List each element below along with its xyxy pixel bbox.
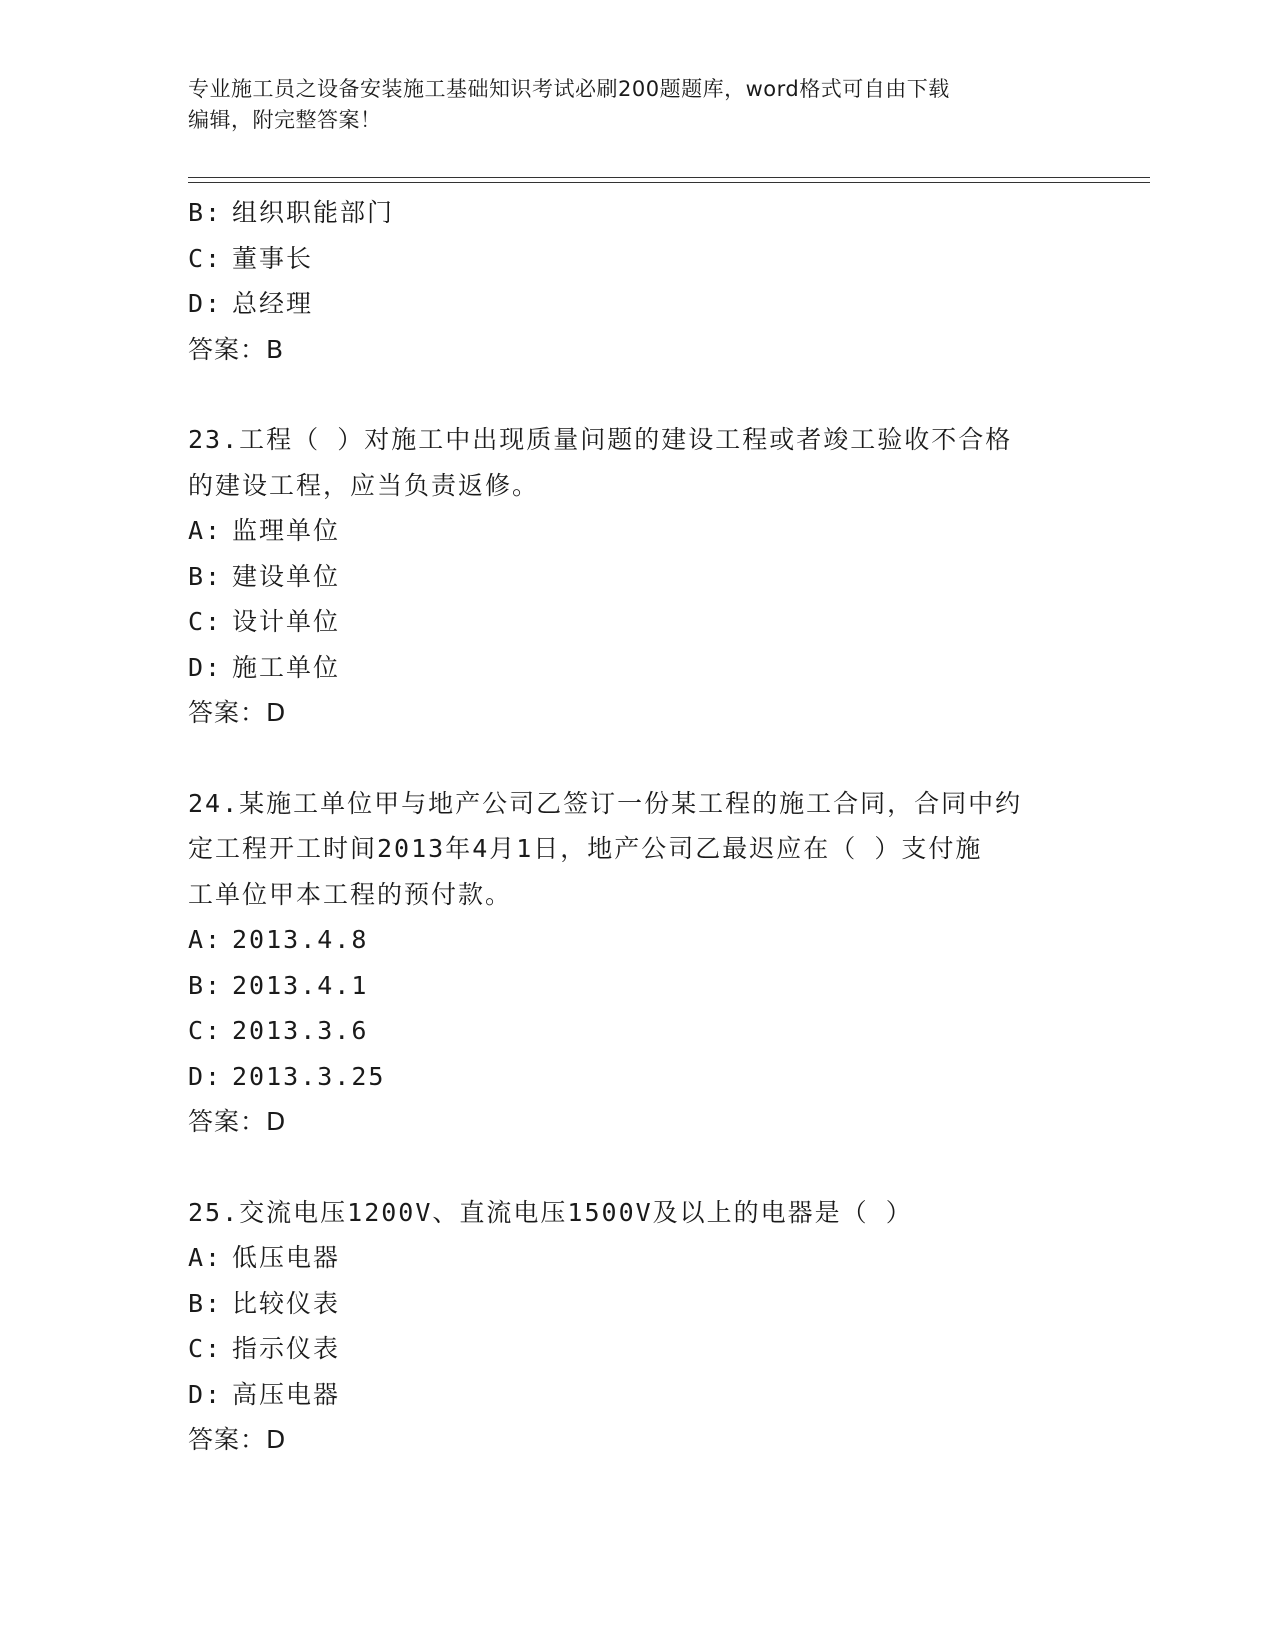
- header-line-2: 编辑，附完整答案！: [188, 108, 382, 132]
- header-divider-bottom: [188, 182, 1150, 183]
- answer-line: 答案：B: [188, 334, 285, 364]
- option-a: A: 监理单位: [188, 516, 341, 545]
- header-divider-top: [188, 177, 1150, 178]
- question-stem-line: 的建设工程，应当负责返修。: [188, 470, 540, 500]
- option-c: C: 董事长: [188, 243, 314, 273]
- question-stem-line: 24.某施工单位甲与地产公司乙签订一份某工程的施工合同，合同中约: [188, 788, 1023, 818]
- option-a: A: 低压电器: [188, 1243, 341, 1272]
- option-d: D: 高压电器: [188, 1379, 341, 1409]
- question-22-tail: [188, 190, 1088, 372]
- answer-line: 答案：D: [188, 698, 287, 727]
- answer-line: 答案：D: [188, 1425, 287, 1454]
- option-c: C: 指示仪表: [188, 1334, 341, 1363]
- question-content: [188, 190, 1088, 1463]
- option-c: C: 2013.3.6: [188, 1016, 369, 1045]
- header-line-1: 专业施工员之设备安装施工基础知识考试必刷200题题库，word格式可自由下载: [188, 77, 950, 101]
- question-stem-line: 25.交流电压1200V、直流电压1500V及以上的电器是（ ）: [188, 1197, 913, 1227]
- option-d: D: 施工单位: [188, 652, 341, 682]
- question-23: [188, 417, 1088, 736]
- question-25: [188, 1190, 1088, 1463]
- option-d: D: 总经理: [188, 289, 314, 318]
- option-b: B: 2013.4.1: [188, 970, 369, 1000]
- option-b: B: 组织职能部门: [188, 198, 395, 227]
- document-header: [188, 74, 1078, 136]
- question-24: [188, 781, 1088, 1145]
- answer-line: 答案：D: [188, 1107, 287, 1136]
- question-stem-line: 定工程开工时间2013年4月1日，地产公司乙最迟应在（ ）支付施: [188, 834, 983, 863]
- option-a: A: 2013.4.8: [188, 925, 369, 954]
- option-d: D: 2013.3.25: [188, 1061, 386, 1091]
- option-c: C: 设计单位: [188, 607, 341, 636]
- question-stem-line: 工单位甲本工程的预付款。: [188, 879, 513, 909]
- option-b: B: 比较仪表: [188, 1288, 341, 1318]
- question-stem-line: 23.工程（ ）对施工中出现质量问题的建设工程或者竣工验收不合格: [188, 425, 1013, 454]
- option-b: B: 建设单位: [188, 561, 341, 591]
